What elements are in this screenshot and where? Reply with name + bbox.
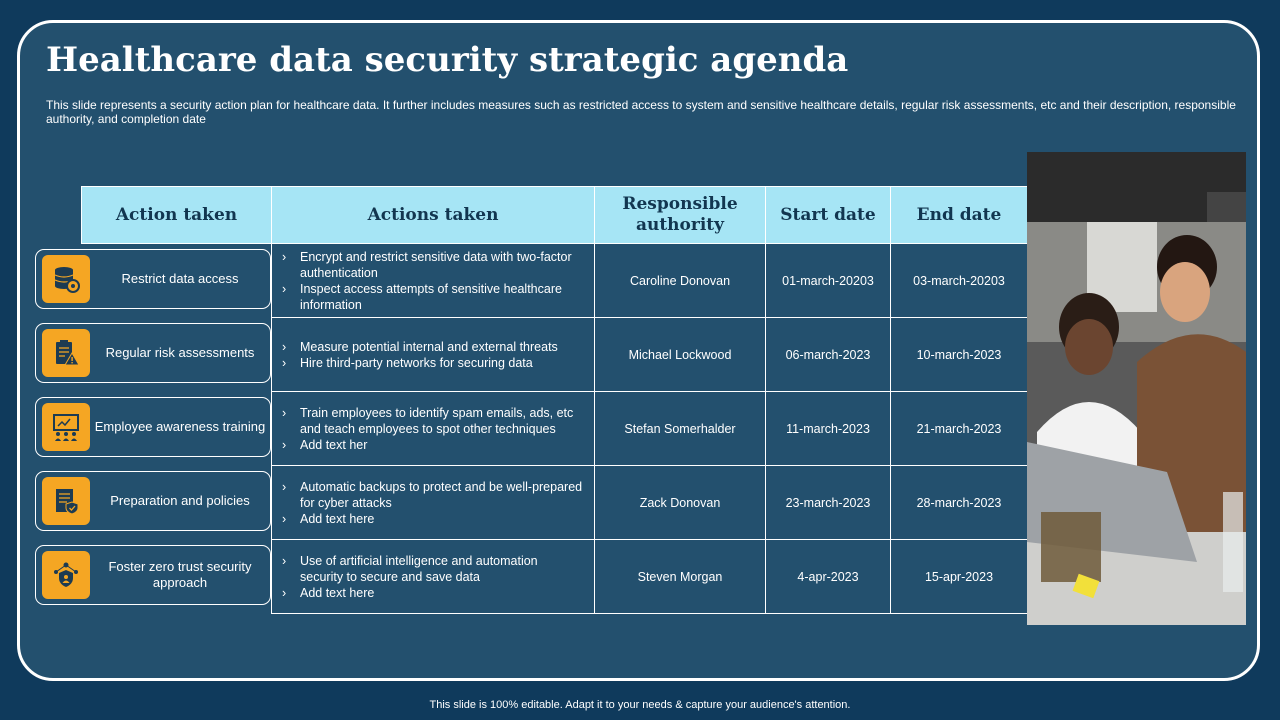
table-row [82, 392, 1028, 466]
table-row [82, 318, 1028, 392]
chevron-right-icon: › [282, 511, 287, 526]
actions-cell [272, 318, 595, 392]
start-date-cell: 11-march-2023 [766, 392, 891, 466]
chevron-right-icon: › [282, 249, 287, 264]
chevron-right-icon: › [282, 437, 287, 452]
authority-cell: Michael Lockwood [595, 318, 766, 392]
start-date-cell: 4-apr-2023 [766, 540, 891, 614]
end-date-cell: 15-apr-2023 [891, 540, 1028, 614]
chevron-right-icon: › [282, 479, 287, 494]
action-text: Hire third-party networks for securing data [300, 355, 533, 370]
table-row [82, 540, 1028, 614]
end-date-cell: 10-march-2023 [891, 318, 1028, 392]
row-spacer [82, 540, 272, 614]
action-text: Add text here [300, 511, 375, 526]
actions-cell [272, 466, 595, 540]
chevron-right-icon: › [282, 553, 287, 568]
action-text: Inspect access attempts of sensitive healthcare information [300, 281, 562, 312]
side-item-label: Employee awareness training [94, 419, 266, 434]
action-text: Measure potential internal and external threats [300, 339, 558, 354]
end-date-cell: 28-march-2023 [891, 466, 1028, 540]
start-date-cell: 06-march-2023 [766, 318, 891, 392]
start-date-cell: 23-march-2023 [766, 466, 891, 540]
authority-cell: Zack Donovan [595, 466, 766, 540]
header-action-taken: Action taken [82, 187, 272, 244]
action-text: Add text here [300, 585, 375, 600]
action-text: Use of artificial intelligence and automation security to secure and save data [300, 553, 538, 584]
row-spacer [82, 466, 272, 540]
chevron-right-icon: › [282, 405, 287, 420]
side-item-label: Restrict data access [121, 271, 239, 286]
table-row [82, 466, 1028, 540]
start-date-cell: 01-march-20203 [766, 244, 891, 318]
slide-description: This slide represents a security action plan for healthcare data. It further includes measures such as restricted access to system and sensitive healthcare details, regular risk assessments, etc and their description, responsible authority, and completion date [46, 98, 1236, 126]
chevron-right-icon: › [282, 339, 287, 354]
action-text: Add text her [300, 437, 368, 452]
end-date-cell: 03-march-20203 [891, 244, 1028, 318]
chevron-right-icon: › [282, 281, 287, 296]
row-spacer [82, 318, 272, 392]
header-start-date: Start date [766, 187, 891, 244]
action-text: Train employees to identify spam emails, ads, etc and teach employees to spot other techniques [300, 405, 574, 436]
row-spacer [82, 244, 272, 318]
office-team-photo [1027, 152, 1246, 625]
chevron-right-icon: › [282, 355, 287, 370]
row-spacer [82, 392, 272, 466]
header-actions-taken: Actions taken [272, 187, 595, 244]
slide-title: Healthcare data security strategic agenda [46, 40, 849, 80]
action-text: Automatic backups to protect and be well-prepared for cyber attacks [300, 479, 583, 510]
authority-cell: Caroline Donovan [595, 244, 766, 318]
header-end-date: End date [891, 187, 1028, 244]
agenda-table [81, 186, 1028, 614]
slide-footer: This slide is 100% editable. Adapt it to your needs & capture your audience's attention. [429, 699, 851, 711]
actions-cell [272, 540, 595, 614]
table-row [82, 244, 1028, 318]
chevron-right-icon: › [282, 585, 287, 600]
side-item-label: Preparation and policies [110, 493, 250, 508]
action-text: Encrypt and restrict sensitive data with two-factor authentication [300, 249, 572, 280]
side-item-label: Regular risk assessments [105, 345, 255, 360]
end-date-cell: 21-march-2023 [891, 392, 1028, 466]
authority-cell: Stefan Somerhalder [595, 392, 766, 466]
actions-cell [272, 244, 595, 318]
table-header-row [82, 187, 1028, 244]
authority-cell: Steven Morgan [595, 540, 766, 614]
actions-cell [272, 392, 595, 466]
header-responsible-authority: Responsible authority [595, 187, 766, 244]
side-item-label: Foster zero trust security approach [108, 559, 252, 590]
